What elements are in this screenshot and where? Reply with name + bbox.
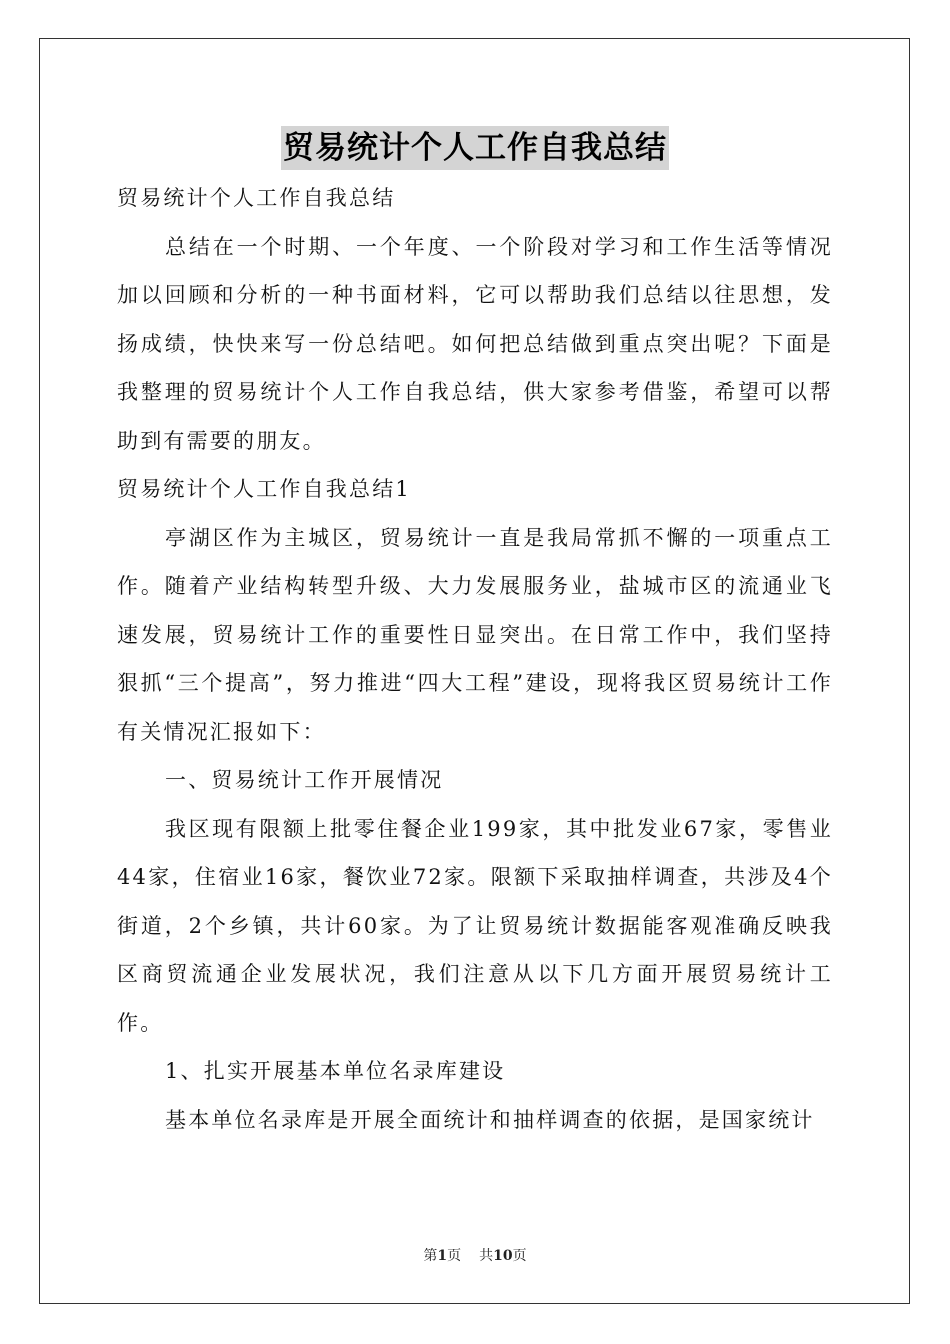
total-suffix: 页 [512,1248,527,1264]
chapter-heading: 一、贸易统计工作开展情况 [165,768,444,792]
body-paragraph: 我区现有限额上批零住餐企业199家，其中批发业67家，零售业44家，住宿业16家，餐饮业72家。限额下采取抽样调查，共涉及4个街道，2个乡镇，共计60家。为了让贸易统计数据能客观准确反映我区商贸流通企业发展状况，我们注意从以下几方面开展贸易统计工作。 [117,816,833,1035]
body-paragraph: 基本单位名录库是开展全面统计和抽样调查的依据，是国家统计 [165,1107,815,1132]
subtitle-paragraph: 贸易统计个人工作自我总结 [117,186,396,210]
total-prefix: 共 [479,1248,494,1264]
page-suffix: 页 [447,1248,462,1264]
section-heading: 贸易统计个人工作自我总结1 [117,477,411,501]
page-number: 1 [437,1248,448,1264]
intro-paragraph: 总结在一个时期、一个年度、一个阶段对学习和工作生活等情况加以回顾和分析的一种书面材料，它可以帮助我们总结以往思想，发扬成绩，快快来写一份总结吧。如何把总结做到重点突出呢？下面是我整理的贸易统计个人工作自我总结，供大家参考借鉴，希望可以帮助到有需要的朋友。 [117,234,833,453]
sub-heading: 1、扎实开展基本单位名录库建设 [165,1059,506,1083]
title-container [0,126,950,170]
page-prefix: 第 [423,1248,438,1264]
page-footer [0,1246,950,1266]
total-pages: 10 [493,1248,513,1264]
body-paragraph: 亭湖区作为主城区，贸易统计一直是我局常抓不懈的一项重点工作。随着产业结构转型升级、大力发展服务业，盐城市区的流通业飞速发展，贸易统计工作的重要性日显突出。在日常工作中，我们坚持狠抓“三个提高”，努力推进“四大工程”建设，现将我区贸易统计工作有关情况汇报如下： [117,525,833,744]
document-title: 贸易统计个人工作自我总结 [281,126,669,170]
document-body [117,174,833,1144]
